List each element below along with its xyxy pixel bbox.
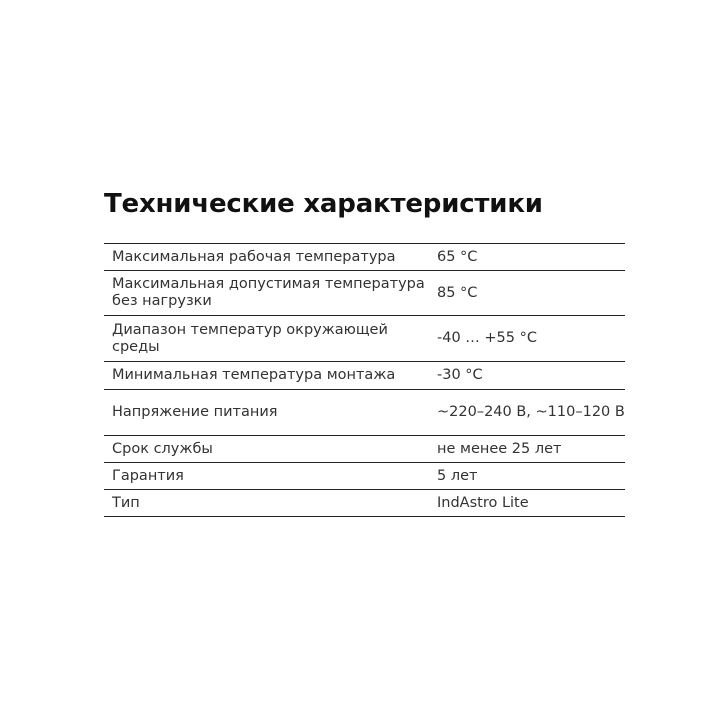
spec-row-supply-voltage [104,390,625,436]
specs-table [104,243,625,517]
technical-specs-section [104,186,625,517]
spec-value: -40 … +55 °C [437,330,537,346]
spec-row-max-operating-temp [104,244,625,271]
spec-value: 5 лет [437,467,478,484]
spec-row-min-install-temp [104,362,625,390]
spec-value: IndAstro Lite [437,494,529,511]
spec-value: 65 °C [437,248,478,265]
spec-label: Максимальная допустимая температура без нагрузки [112,276,425,309]
spec-label: Максимальная рабочая температура [112,248,396,265]
spec-value: ~220–240 В, ~110–120 В [437,404,625,420]
spec-label: Диапазон температур окружающей среды [112,321,388,355]
section-title: Технические характеристики [104,189,543,219]
spec-label: Минимальная температура монтажа [112,367,396,383]
spec-value: -30 °C [437,367,483,383]
spec-label: Срок службы [112,440,213,457]
spec-row-service-life [104,436,625,463]
spec-row-type [104,490,625,517]
spec-value: 85 °C [437,284,478,301]
spec-row-warranty [104,463,625,490]
spec-label: Гарантия [112,467,184,484]
spec-row-max-idle-temp [104,271,625,316]
spec-row-ambient-temp-range [104,316,625,362]
spec-value: не менее 25 лет [437,440,562,457]
spec-label: Напряжение питания [112,404,278,420]
spec-label: Тип [112,494,140,511]
